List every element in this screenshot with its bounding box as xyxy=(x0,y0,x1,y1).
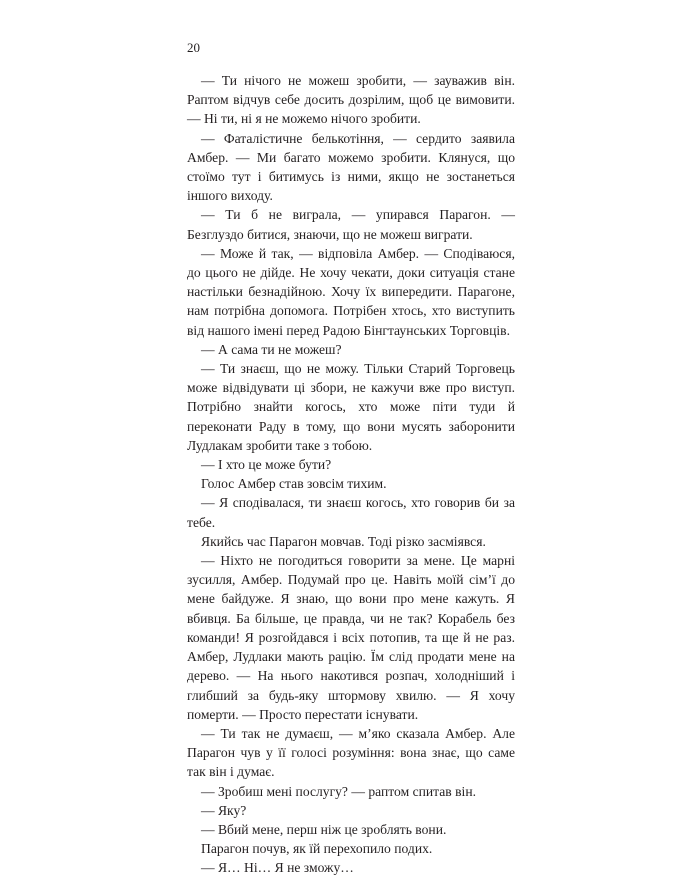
paragraph: — Фаталістичне белькотіння, — сердито заявила Амбер. — Ми багато можемо зробити. Клянуся, що стоїмо тут і битимусь із ними, якщо не зостанеться іншого виходу. xyxy=(187,130,515,204)
paragraph: Голос Амбер став зовсім тихим. xyxy=(201,476,387,492)
paragraph: — Вбий мене, перш ніж це зроблять вони. xyxy=(201,821,447,837)
paragraph: — І хто це може бути? xyxy=(201,457,332,473)
paragraph: — Зробиш мені послугу? — раптом спитав він. xyxy=(201,783,476,799)
paragraph: — Я… Ні… Я не зможу… xyxy=(201,860,354,876)
paragraph: — Ти знаєш, що не можу. Тільки Старий Торговець може відвідувати ці збори, не кажучи вже про виступ. Потрібно знайти когось, хто може піти туди й переконати Раду в тому, що вони мусять заборонити Лудлакам зробити таке з тобою. xyxy=(187,361,515,453)
paragraph: — Я сподівалася, ти знаєш когось, хто говорив би за тебе. xyxy=(187,495,515,530)
paragraph: — Ніхто не погодиться говорити за мене. Це марні зусилля, Амбер. Подумай про це. Навіть моїй сім’ї до мене байдуже. Я знаю, що вони про мене кажуть. Я вбивця. Ба більше, це правда, чи не так? Корабель без команди! Я розгойдався і всіх потопив, та ще й не раз. Амбер, Лудлаки мають рацію. Їм слід продати мене на дерево. — На нього накотився розпач, холодніший і глибший за будь-яку штормову хвилю. — Я хочу померти. — Просто перестати існувати. xyxy=(187,553,515,722)
paragraph: — Яку? xyxy=(201,802,247,818)
paragraph: Якийсь час Парагон мовчав. Тоді різко засміявся. xyxy=(201,533,486,549)
page-number: 20 xyxy=(187,40,200,55)
body-text xyxy=(187,71,515,878)
paragraph: — Може й так, — відповіла Амбер. — Сподіваюся, до цього не дійде. Не хочу чекати, доки ситуація стане настільки безнадійною. Хочу їх випередити. Парагоне, нам потрібна допомога. Потрібен хтось, хто виступить від нашого імені перед Радою Бінгтаунських Торговців. xyxy=(187,245,515,338)
paragraph: — А сама ти не можеш? xyxy=(201,341,342,357)
paragraph: Парагон почув, як їй перехопило подих. xyxy=(201,841,433,857)
paragraph: — Ти б не виграла, — упирався Парагон. — Безглуздо битися, знаючи, що не можеш виграти. xyxy=(187,207,515,242)
paragraph: — Ти нічого не можеш зробити, — зауважив він. Раптом відчув себе досить дозрілим, щоб це вимовити. — Ні ти, ні я не можемо нічого зробити. xyxy=(187,73,515,127)
paragraph: — Ти так не думаєш, — м’яко сказала Амбер. Але Парагон чув у її голосі розуміння: вона знає, що саме так він і думає. xyxy=(187,725,515,780)
